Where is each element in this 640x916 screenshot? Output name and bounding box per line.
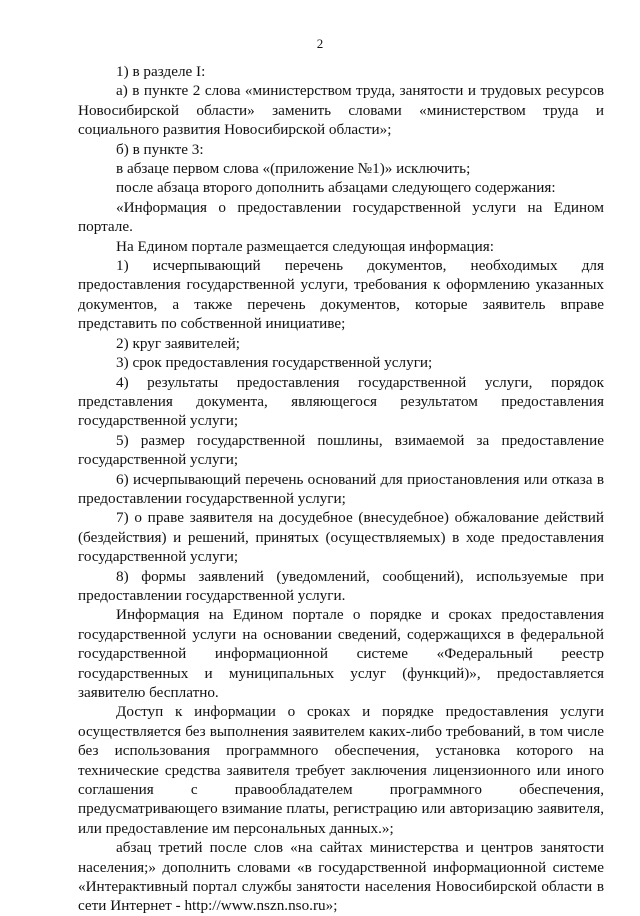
paragraph: Доступ к информации о сроках и порядке предоставления услуги осуществляется без выполнения заявителем каких-либо требований, в том числе без использования программного обеспечения, установка которого на технические средства заявителя требует заключения лицензионного или иного соглашения с правообладателем программного обеспечения, предусматривающего взимание платы, регистрацию или авторизацию заявителя, или предоставление им персональных данных.»;: [78, 703, 604, 837]
paragraph: 5) размер государственной пошлины, взимаемой за предоставление государственной услуги;: [78, 431, 604, 469]
paragraph: 3) срок предоставления государственной услуги;: [116, 354, 433, 372]
paragraph: после абзаца второго дополнить абзацами следующего содержания:: [116, 179, 556, 197]
paragraph: Информация на Едином портале о порядке и сроках предоставления государственной услуги на основании сведений, содержащихся в федеральной государственной информационной системе «Федеральный реестр государственных и муниципальных услуг (функций)», предоставляется заявителю бесплатно.: [78, 606, 604, 701]
paragraph: 6) исчерпывающий перечень оснований для приостановления или отказа в предоставлении государственной услуги;: [78, 470, 604, 507]
paragraph: 7) о праве заявителя на досудебное (внесудебное) обжалование действий (бездействия) и решений, принятых (осуществляемых) в ходе предоставления государственной услуги;: [78, 509, 604, 566]
paragraph: а) в пункте 2 слова «министерством труда, занятости и трудовых ресурсов Новосибирской области» заменить словами «министерством труда и социального развития Новосибирской области»;: [78, 82, 604, 139]
paragraph: 8) формы заявлений (уведомлений, сообщений), используемые при предоставлении государственной услуги.: [78, 567, 604, 604]
paragraph: «Информация о предоставлении государственной услуги на Едином портале.: [78, 198, 604, 236]
paragraph: 4) результаты предоставления государственной услуги, порядок представления документа, являющегося результатом предоставления государственной услуги;: [78, 373, 604, 430]
page-number: 2: [316, 36, 324, 51]
paragraph: 2) круг заявителей;: [116, 334, 240, 352]
paragraph: 1) исчерпывающий перечень документов, необходимых для предоставления государственной услуги, требования к оформлению указанных документов, а также перечень документов, которые заявитель вправе представить по собственной инициативе;: [78, 257, 604, 333]
document-body: [78, 62, 604, 916]
paragraph: абзац третий после слов «на сайтах министерства и центров занятости населения;» дополнить словами «в государственной информационной системе «Интерактивный портал службы занятости населения Новосибирской области в сети Интернет - http://www.nszn.nso.ru»;: [78, 839, 604, 915]
paragraph: в абзаце первом слова «(приложение №1)» исключить;: [116, 160, 471, 178]
paragraph: б) в пункте 3:: [116, 140, 204, 158]
paragraph: На Едином портале размещается следующая информация:: [116, 237, 494, 255]
paragraph: 1) в разделе I:: [116, 63, 206, 80]
